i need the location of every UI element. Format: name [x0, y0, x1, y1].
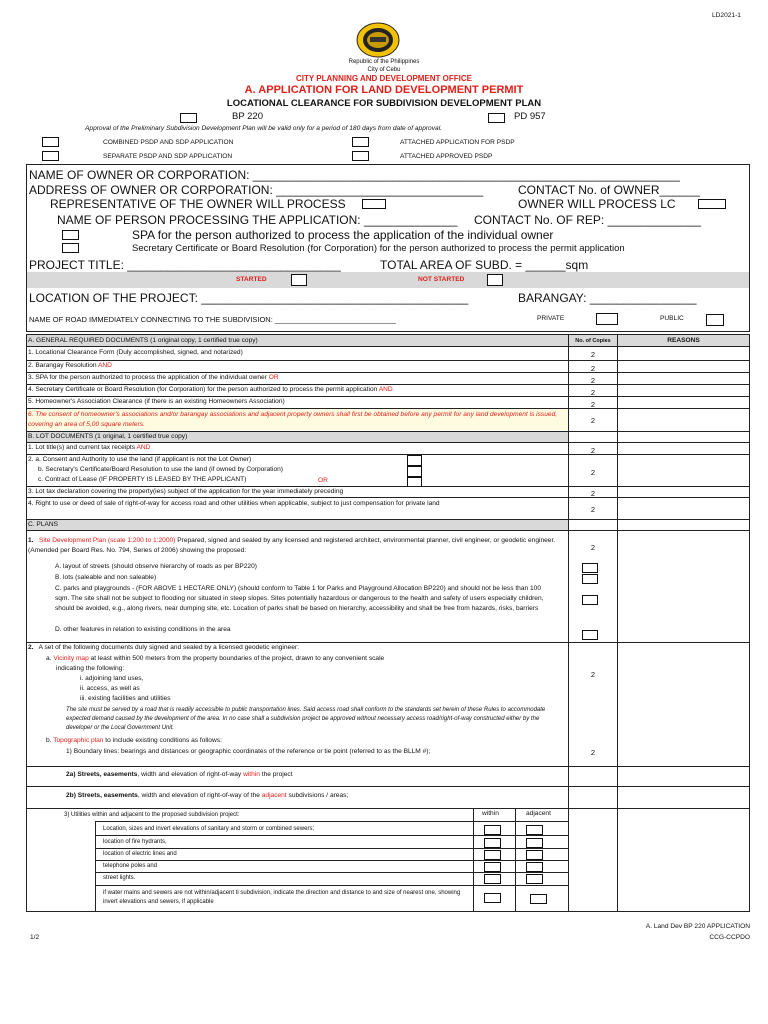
- req-a5: 5. Homeowner's Association Clearance (if there is an existing Homeowners Association): [28, 398, 285, 405]
- republic-text: Republic of the Philippines: [348, 59, 420, 65]
- copies-a5: 2: [590, 400, 596, 409]
- c1a-checkbox[interactable]: [582, 563, 598, 573]
- req-b3: 3. Lot tax declaration covering the property(ies) subject of the application for the year immediately preceding: [28, 488, 344, 495]
- spa-label: SPA for the person authorized to process the application of the individual owner: [132, 228, 554, 242]
- req-c2a-i: i. adjoining land uses,: [80, 675, 144, 682]
- separate-label: SEPARATE PSDP AND SDP APPLICATION: [103, 153, 233, 160]
- req-b2a: 2. a. Consent and Authority to use the land (if applicant is not the Lot Owner): [28, 456, 252, 463]
- req-c2b4: 3) Utilities within and adjacent to the proposed subdivision project:: [64, 812, 240, 818]
- util-sewers: Location, sizes and invert elevations of sanitary and storm or combined sewers;: [103, 826, 315, 832]
- u3-adjacent-checkbox[interactable]: [526, 850, 543, 860]
- office-name: CITY PLANNING AND DEVELOPMENT OFFICE: [295, 74, 472, 83]
- rep-owner-label: REPRESENTATIVE OF THE OWNER WILL PROCESS: [50, 197, 346, 211]
- util-telephone: telephone poles and: [103, 863, 158, 869]
- owner-process-label: OWNER WILL PROCESS LC: [518, 197, 676, 211]
- public-label: PUBLIC: [660, 315, 684, 322]
- not-started-checkbox[interactable]: [487, 274, 503, 286]
- req-a1: 1. Locational Clearance Form (Duly accomplished, signed, and notarized): [28, 349, 243, 356]
- doc-code: LD2021-1: [712, 12, 741, 19]
- reasons-header: REASONS: [667, 337, 700, 344]
- attached-app-checkbox[interactable]: [352, 137, 369, 147]
- combined-checkbox[interactable]: [42, 137, 59, 147]
- copies-a6: 2: [590, 416, 596, 425]
- footer-form-name: A. Land Dev BP 220 APPLICATION: [645, 923, 750, 930]
- req-c2a-ii: ii. access, as well as: [80, 685, 140, 692]
- u2-within-checkbox[interactable]: [484, 838, 501, 848]
- location-field[interactable]: LOCATION OF THE PROJECT: ________________________________________: [29, 291, 469, 305]
- bp220-label: BP 220: [232, 111, 263, 122]
- public-checkbox[interactable]: [706, 314, 724, 326]
- section-a-header: A. GENERAL REQUIRED DOCUMENTS (1 original copy, 1 certified true copy): [28, 337, 258, 344]
- pd957-checkbox[interactable]: [488, 113, 505, 123]
- u2-adjacent-checkbox[interactable]: [526, 838, 543, 848]
- req-c1a: A. layout of streets (should observe hierarchy of roads as per BP220): [55, 563, 257, 570]
- footer-code: CCG-CCPDO: [709, 934, 750, 941]
- req-c2b: b. Topographic plan to include existing conditions as follows:: [46, 737, 222, 744]
- attached-approved-label: ATTACHED APPROVED PSDP: [400, 153, 493, 160]
- req-c2: 2. A set of the following documents duly signed and sealed by a licensed geodetic engineer:: [28, 644, 299, 651]
- c1c-checkbox[interactable]: [582, 595, 598, 605]
- copies-c2a: 2: [590, 670, 596, 679]
- spa-checkbox[interactable]: [62, 230, 79, 240]
- util-electric: location of electric lines and: [103, 851, 177, 857]
- c1d-checkbox[interactable]: [582, 630, 598, 640]
- city-text: City of Cebu: [367, 67, 401, 73]
- req-c2b3: 2b) Streets, easements, width and elevation of right-of-way of the adjacent subdivisions / areas;: [66, 792, 349, 799]
- req-c2b2: 2a) Streets, easements, width and elevation of right-of-way within the project: [66, 771, 293, 778]
- copies-c2b: 2: [590, 748, 596, 757]
- started-label: STARTED: [236, 276, 267, 283]
- pd957-label: PD 957: [514, 111, 546, 122]
- u4-adjacent-checkbox[interactable]: [526, 862, 543, 872]
- attached-approved-checkbox[interactable]: [352, 151, 369, 161]
- status-band: [27, 272, 749, 288]
- secretary-label: Secretary Certificate or Board Resolution (for Corporation) for the person authorized to process the permit application: [132, 243, 625, 254]
- c1b-checkbox[interactable]: [582, 574, 598, 584]
- u1-within-checkbox[interactable]: [484, 825, 501, 835]
- form-title: A. APPLICATION FOR LAND DEVELOPMENT PERMIT: [244, 84, 524, 96]
- started-checkbox[interactable]: [291, 274, 307, 286]
- contact-rep-field[interactable]: CONTACT No. OF REP: ______________: [474, 213, 702, 227]
- req-b1: 1. Lot title(s) and current tax receipts AND: [28, 444, 151, 451]
- adjacent-header: adjacent: [526, 810, 551, 817]
- req-a3: 3. SPA for the person authorized to process the application of the individual owner OR: [28, 374, 279, 381]
- req-a2: 2. Barangay Resolution AND: [28, 362, 112, 369]
- u3-within-checkbox[interactable]: [484, 850, 501, 860]
- processor-field[interactable]: NAME OF PERSON PROCESSING THE APPLICATION: ______________: [57, 213, 458, 227]
- req-b4: 4. Right to use or deed of sale of right-of-way for access road and other utilities when applicable, subject to just compensation for private land: [28, 500, 440, 507]
- b2a-checkbox[interactable]: [407, 455, 422, 466]
- combined-label: COMBINED PSDP AND SDP APPLICATION: [103, 139, 234, 146]
- contact-owner-field[interactable]: CONTACT No. of OWNER______: [518, 183, 700, 197]
- req-c1b: B. lots (saleable and non saleable): [55, 574, 157, 581]
- city-seal-icon: [356, 22, 400, 58]
- req-b2c: c. Contract of Lease (IF PROPERTY IS LEASED BY THE APPLICANT): [38, 476, 247, 483]
- owner-name-field[interactable]: NAME OF OWNER OR CORPORATION: ________________________________________________________________: [29, 168, 680, 182]
- copies-b3: 2: [590, 489, 596, 498]
- copies-a2: 2: [590, 364, 596, 373]
- copies-b4: 2: [590, 505, 596, 514]
- req-c2a-note: The site must be served by a road that is readily accessible to public transportation lines. Said access road shall conform to the standards set herein of these Rules to accommodate expected demand caused by the development of the area. In no case shall a subdivision project be approved without necessary access road/right-of-way constructed either by the developer or the Local Government Unit.: [66, 707, 546, 731]
- owner-address-field[interactable]: ADDRESS OF OWNER OR CORPORATION: _______________________________: [29, 183, 484, 197]
- u5-within-checkbox[interactable]: [484, 874, 501, 884]
- util-water-note: if water mains and sewers are not within/adjacent ti subdivision, indicate the direction and distance to and size of nearest one, showing invert elevations and sewers, if applicable: [103, 890, 461, 905]
- copies-b1: 2: [590, 446, 596, 455]
- util-hydrants: location of fire hydrants,: [103, 839, 167, 845]
- b2b-checkbox[interactable]: [407, 466, 422, 477]
- approval-note: Approval of the Preliminary Subdivision Development Plan will be valid only for a period of 180 days from date of approval.: [85, 125, 442, 132]
- u5-adjacent-checkbox[interactable]: [526, 874, 543, 884]
- attached-app-label: ATTACHED APPLICATION FOR PSDP: [400, 139, 515, 146]
- req-c2a: a. Vicinity map at least within 500 meters from the property boundaries of the project, drawn to any convenient scale: [46, 655, 385, 662]
- private-label: PRIVATE: [537, 315, 565, 322]
- copies-c1: 2: [590, 543, 596, 552]
- copies-a4: 2: [590, 388, 596, 397]
- req-a6: 6. The consent of homeowner's associations and/or barangay associations and adjacent property owners shall first be obtained before any permit for any land development is issued, covering an area of 5,00 square meters.: [28, 411, 558, 428]
- util-streetlights: street lights.: [103, 875, 136, 881]
- req-a4: 4. Secretary Certificate or Board Resolution (for Corporation) for the person authorized to process the permit application AND: [28, 386, 393, 393]
- page-number: 1/2: [30, 934, 40, 941]
- road-field[interactable]: NAME OF ROAD IMMEDIATELY CONNECTING TO THE SUBDIVISION: _____________________________: [29, 315, 396, 324]
- req-b2-or: OR: [318, 477, 328, 484]
- bp220-checkbox[interactable]: [180, 113, 197, 123]
- not-started-label: NOT STARTED: [418, 276, 465, 283]
- u4-within-checkbox[interactable]: [484, 862, 501, 872]
- u6-within-checkbox[interactable]: [484, 893, 501, 903]
- owner-process-checkbox[interactable]: [698, 199, 726, 209]
- private-checkbox[interactable]: [596, 313, 618, 325]
- req-c2a-ind: indicating the following:: [56, 665, 125, 672]
- req-c1: 1. Site Development Plan (scale 1:200 to 1:2000) Prepared, signed and sealed by any licensed and registered architect, environmental planner, civil engineer, or geodetic engineer. (Amended per Board Res. No. 794, Series of 2006) showing the proposed:: [28, 537, 556, 554]
- req-c2a-iii: iii. existing facilities and utilities: [80, 695, 171, 702]
- copies-a3: 2: [590, 376, 596, 385]
- copies-b2: 2: [590, 468, 596, 477]
- form-subtitle: LOCATIONAL CLEARANCE FOR SUBDIVISION DEVELOPMENT PLAN: [226, 98, 542, 109]
- within-header: within: [482, 810, 499, 817]
- req-c1d: D. other features in relation to existing conditions in the area: [55, 626, 231, 633]
- section-c-header: C. PLANS: [28, 521, 59, 528]
- copies-a1: 2: [590, 350, 596, 359]
- req-c2b1: 1) Boundary lines: bearings and distances or geographic coordinates of the reference or tie point (referred to as the BLLM #);: [66, 748, 431, 755]
- copies-header: No. of Copies: [575, 338, 611, 344]
- section-b-header: B. LOT DOCUMENTS (1 original, 1 certified true copy): [28, 433, 188, 440]
- rep-owner-checkbox[interactable]: [362, 199, 386, 209]
- secretary-checkbox[interactable]: [62, 243, 79, 253]
- req-b2b: b. Secretary's Certificate/Board Resolution to use the land (if owned by Corporation): [38, 466, 283, 473]
- u6-adjacent-checkbox[interactable]: [530, 894, 547, 904]
- total-area-field[interactable]: TOTAL AREA OF SUBD. = ______sqm: [380, 258, 589, 272]
- project-title-field[interactable]: PROJECT TITLE: ________________________________: [29, 258, 341, 272]
- u1-adjacent-checkbox[interactable]: [526, 825, 543, 835]
- separate-checkbox[interactable]: [42, 151, 59, 161]
- req-c1c: C. parks and playgrounds - (FOR ABOVE 1 HECTARE ONLY) (should conform to Table 1 for Parks and Playground Allocation BP220) and should not be less than 100 sqm. The site shall not be subject to flooding nor situated in steep slopes. Sites potentially hazardous or dangerous to the health and safety of users especially children, should be avoided, e.g., along rivers, near dumping site, etc. Location of parks shall be based on hierarchy, accessibility and shall be free from hazards, risks, barriers: [55, 585, 544, 613]
- barangay-field[interactable]: BARANGAY: ________________: [518, 291, 697, 305]
